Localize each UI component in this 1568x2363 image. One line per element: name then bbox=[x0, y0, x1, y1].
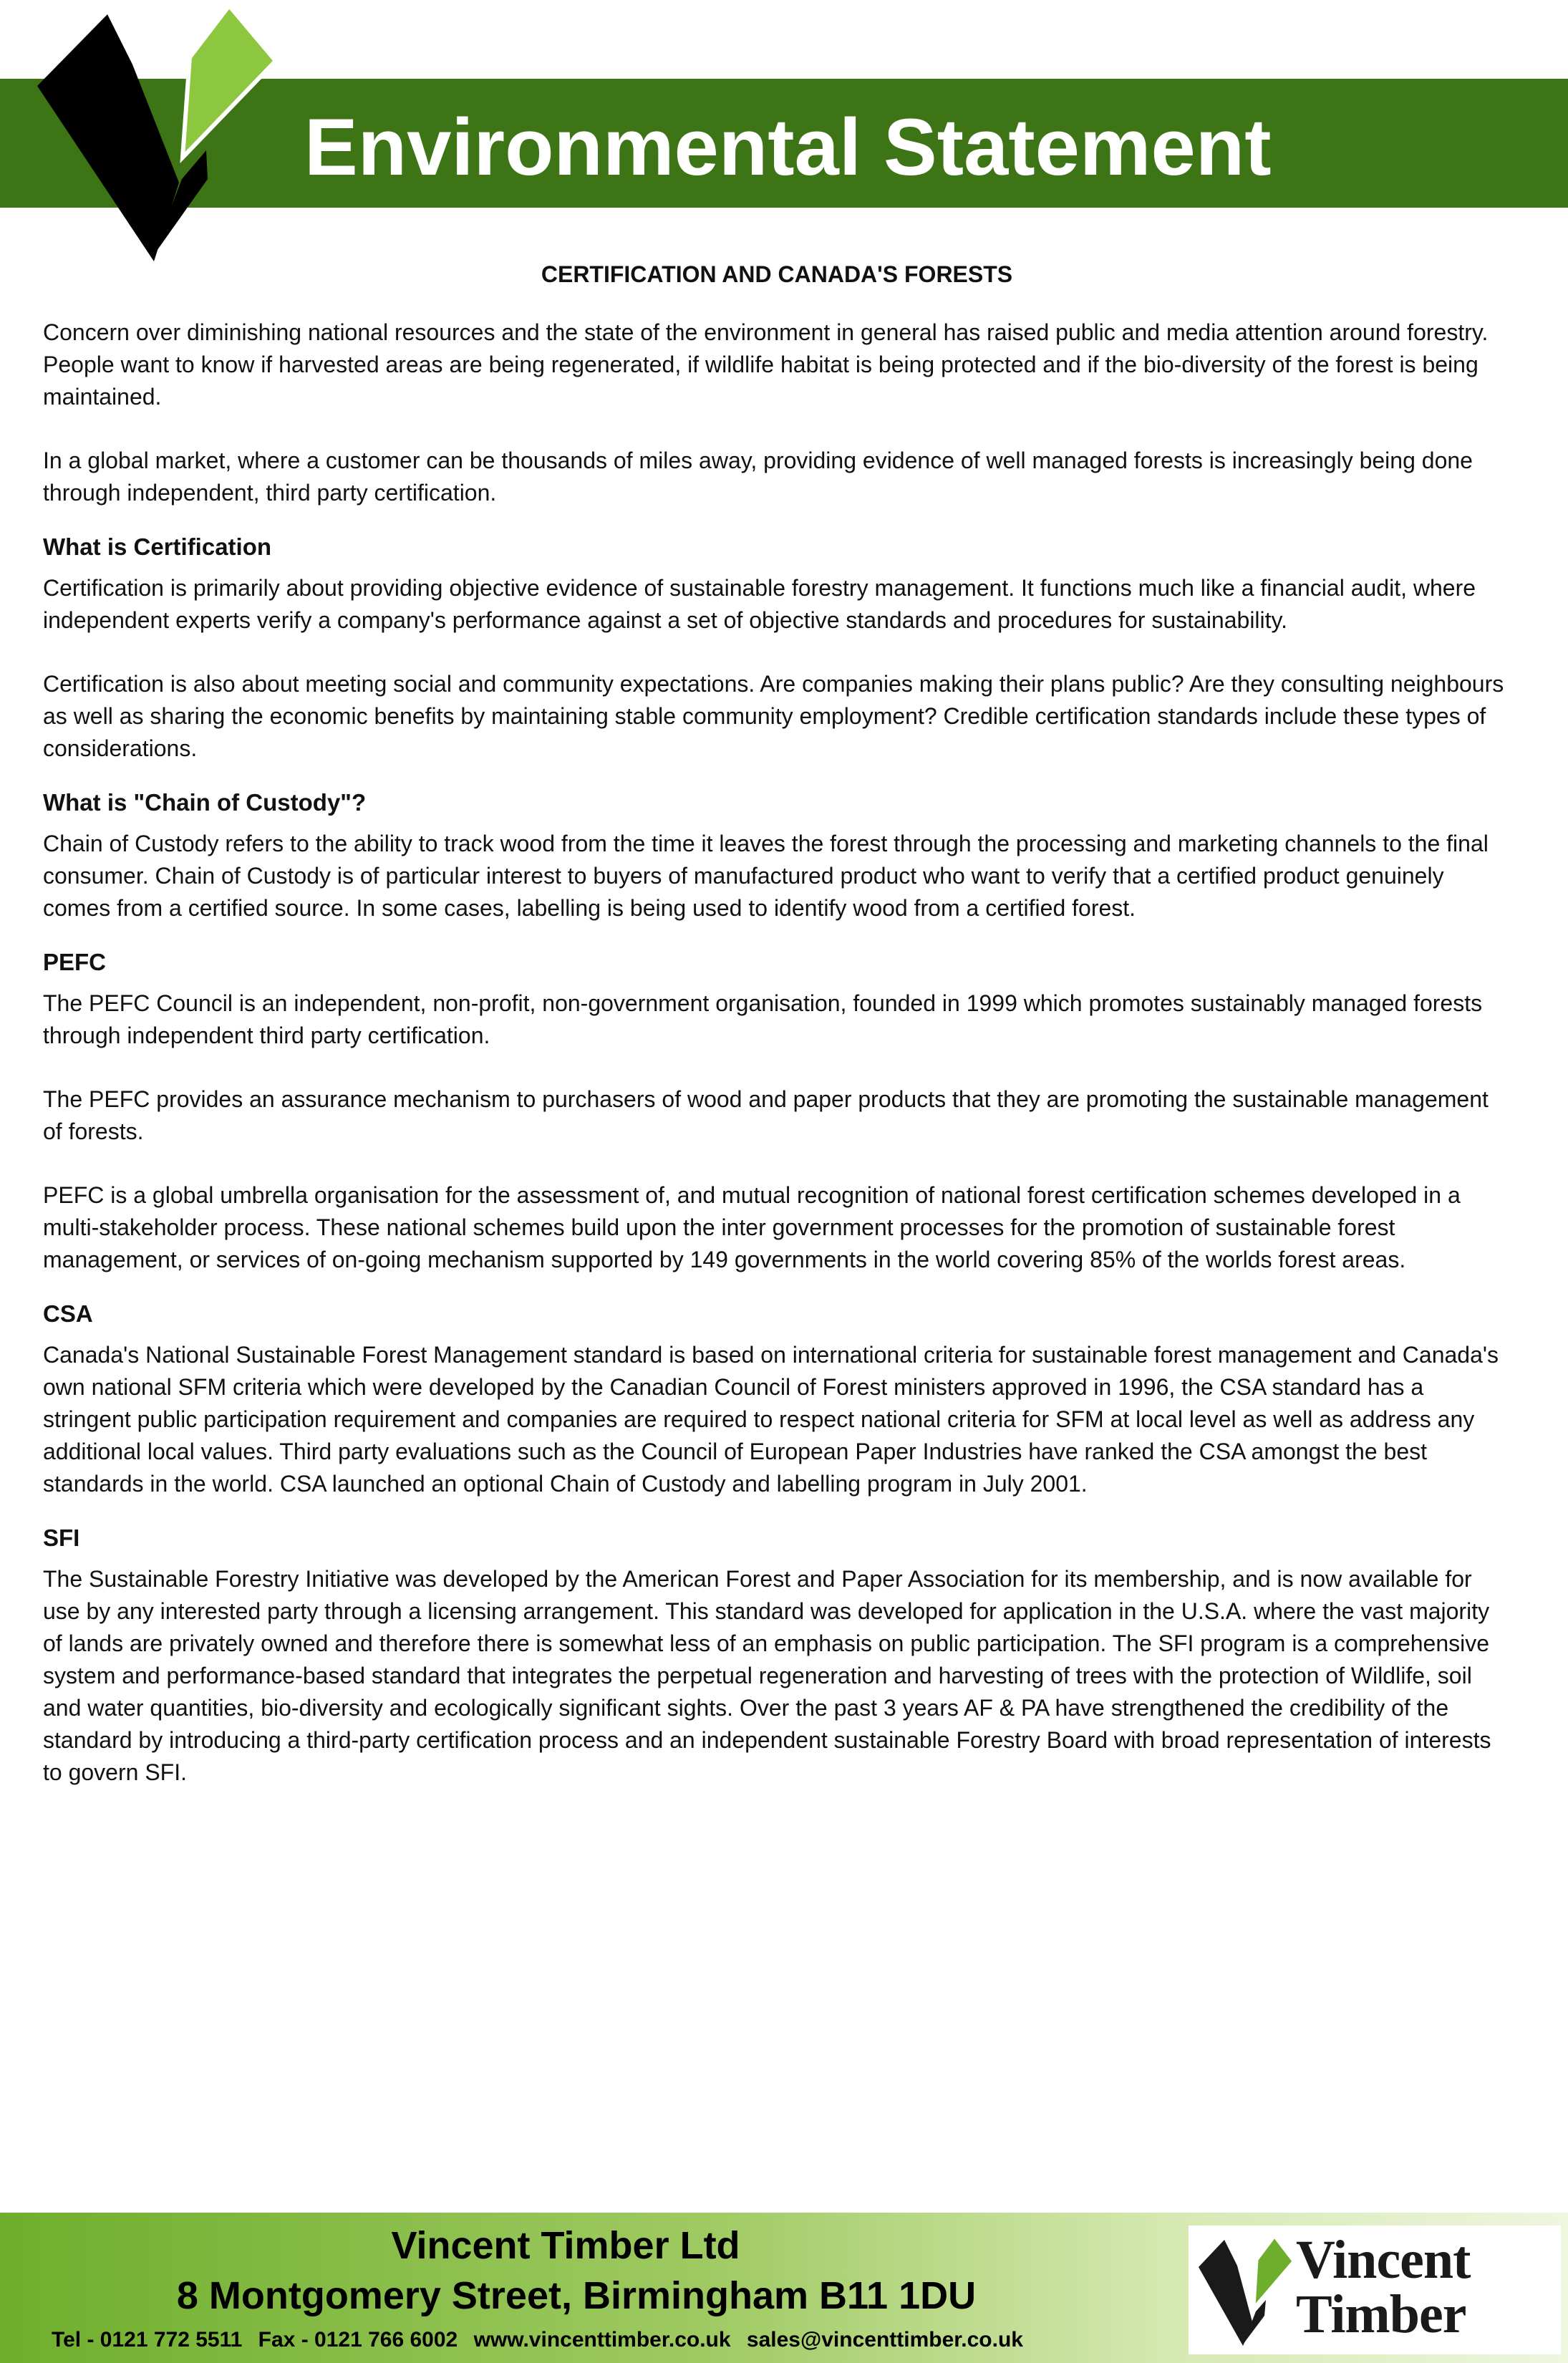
leaf-v-logo-icon bbox=[29, 0, 301, 272]
document-subtitle: CERTIFICATION AND CANADA'S FORESTS bbox=[541, 261, 1013, 287]
section-heading-certification: What is Certification bbox=[43, 533, 272, 560]
intro-paragraph: In a global market, where a customer can be thousands of miles away, providing evidence of well managed forests is increasingly being done through independent, third party certification. bbox=[43, 448, 1473, 506]
vincent-timber-logo-icon bbox=[1196, 2231, 1296, 2349]
section-paragraph: Canada's National Sustainable Forest Management standard is based on international criteria for sustainable forest management and Canada's own national SFM criteria which were developed by the Canadian Council of Forest ministers approved in 1996, the CSA standard has a stringent public participation requirement and companies are required to respect national criteria for SFM at local level as well as address any additional local values. Third party evaluations such as the Council of European Paper Industries have ranked the CSA amongst the best standards in the world. CSA launched an optional Chain of Custody and labelling program in July 2001. bbox=[43, 1342, 1499, 1497]
brand-line-1: Vincent bbox=[1296, 2230, 1471, 2290]
section-paragraph: Certification is primarily about providing objective evidence of sustainable forestry management. It functions much like a financial audit, where independent experts verify a company's performance against a set of objective standards and procedures for sustainability. bbox=[43, 575, 1476, 633]
footer-address: 8 Montgomery Street, Birmingham B11 1DU bbox=[176, 2274, 977, 2317]
footer-company-name: Vincent Timber Ltd bbox=[391, 2224, 740, 2267]
footer-fax: Fax - 0121 766 6002 bbox=[258, 2328, 458, 2352]
section-paragraph: Chain of Custody refers to the ability to track wood from the time it leaves the forest through the processing and marketing channels to the final consumer. Chain of Custody is of particular interest to buyers of manufactured product who want to verify that a certified product genuinely comes from a certified source. In some cases, labelling is being used to identify wood from a certified forest. bbox=[43, 831, 1489, 921]
footer-contact-line bbox=[52, 2326, 1033, 2354]
footer-logo bbox=[1189, 2226, 1561, 2354]
section-paragraph: The PEFC Council is an independent, non-profit, non-government organisation, founded in 1999 which promotes sustainably managed forests through independent third party certification. bbox=[43, 990, 1483, 1048]
document-body bbox=[43, 258, 1511, 1810]
section-heading-chain-of-custody: What is "Chain of Custody"? bbox=[43, 789, 367, 816]
footer-website-link[interactable]: www.vincenttimber.co.uk bbox=[473, 2328, 731, 2352]
section-paragraph: Certification is also about meeting social and community expectations. Are companies making their plans public? Are they consulting neighbours as well as sharing the economic benefits by maintaining stable community employment? Credible certification standards include these types of considerations. bbox=[43, 671, 1504, 761]
section-paragraph: The PEFC provides an assurance mechanism to purchasers of wood and paper products that they are promoting the sustainable management of forests. bbox=[43, 1086, 1489, 1144]
footer-tel: Tel - 0121 772 5511 bbox=[52, 2328, 243, 2352]
section-paragraph: The Sustainable Forestry Initiative was developed by the American Forest and Paper Association for its membership, and is now available for use by any interested party through a licensing arrangement. This standard was developed for application in the U.S.A. where the vast majority of lands are privately owned and therefore there is somewhat less of an emphasis on public participation. The SFI program is a comprehensive system and performance-based standard that integrates the perpetual regeneration and harvesting of trees with the protection of Wildlife, soil and water quantities, bio-diversity and ecologically significant sights. Over the past 3 years AF & PA have strengthened the credibility of the standard by introducing a third-party certification process and an independent sustainable Forestry Board with broad representation of interests to govern SFI. bbox=[43, 1566, 1491, 1785]
section-heading-pefc: PEFC bbox=[43, 949, 107, 975]
footer-brand-wordmark bbox=[1296, 2230, 1471, 2344]
section-heading-csa: CSA bbox=[43, 1300, 93, 1327]
section-paragraph: PEFC is a global umbrella organisation for the assessment of, and mutual recognition of national forest certification schemes developed in a multi-stakeholder process. These national schemes build upon the inter government processes for the promotion of sustainable forest management, or services of on-going mechanism supported by 149 governments in the world covering 85% of the worlds forest areas. bbox=[43, 1182, 1461, 1272]
page-title: Environmental Statement bbox=[304, 102, 1272, 192]
brand-line-2: Timber bbox=[1296, 2284, 1466, 2344]
footer-email-link[interactable]: sales@vincenttimber.co.uk bbox=[746, 2328, 1023, 2352]
intro-paragraph: Concern over diminishing national resources and the state of the environment in general has raised public and media attention around forestry. People want to know if harvested areas are being regenerated, if wildlife habitat is being protected and if the bio-diversity of the forest is being maintained. bbox=[43, 319, 1489, 410]
section-heading-sfi: SFI bbox=[43, 1524, 80, 1551]
